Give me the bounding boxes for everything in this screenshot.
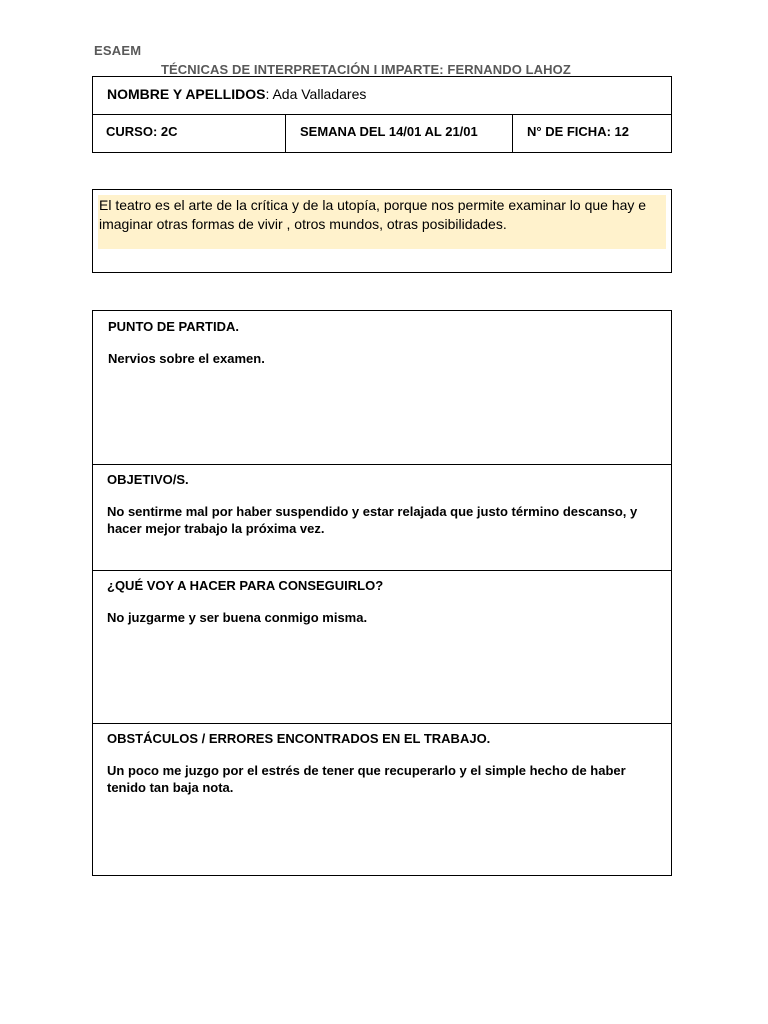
section-title: OBJETIVO/S. <box>107 472 189 487</box>
section-title: OBSTÁCULOS / ERRORES ENCONTRADOS EN EL TRABAJO. <box>107 731 491 746</box>
name-row <box>93 77 671 115</box>
section-title: PUNTO DE PARTIDA. <box>108 319 239 334</box>
name-field <box>107 86 366 102</box>
semana-cell: SEMANA DEL 14/01 AL 21/01 <box>286 115 513 152</box>
school-name: ESAEM <box>94 43 142 58</box>
reflection-table <box>92 310 672 876</box>
quote-text: El teatro es el arte de la crítica y de la utopía, porque nos permite examinar lo que hay e imaginar otras formas de vivir , otros mundos, otras posibilidades. <box>99 197 647 232</box>
student-info-table <box>92 76 672 153</box>
section-obstaculos <box>93 724 671 876</box>
info-row <box>93 115 671 152</box>
section-title: ¿QUÉ VOY A HACER PARA CONSEGUIRLO? <box>107 578 384 593</box>
curso-cell: CURSO: 2C <box>93 115 286 152</box>
section-body: Nervios sobre el examen. <box>108 351 265 366</box>
section-body: Un poco me juzgo por el estrés de tener que recuperarlo y el simple hecho de haber tenido tan baja nota. <box>107 763 626 795</box>
section-body: No juzgarme y ser buena conmigo misma. <box>107 610 368 625</box>
section-body: No sentirme mal por haber suspendido y estar relajada que justo término descanso, y hacer mejor trabajo la próxima vez. <box>107 504 638 536</box>
quote-box <box>92 189 672 273</box>
ficha-cell: N° DE FICHA: 12 <box>527 124 629 139</box>
name-value: : Ada Valladares <box>265 86 367 102</box>
course-subtitle: TÉCNICAS DE INTERPRETACIÓN I IMPARTE: FERNANDO LAHOZ <box>161 62 571 77</box>
section-que-voy-a-hacer <box>93 571 671 724</box>
section-objetivos <box>93 465 671 571</box>
section-punto-de-partida <box>93 311 671 465</box>
name-label: NOMBRE Y APELLIDOS <box>107 86 266 102</box>
